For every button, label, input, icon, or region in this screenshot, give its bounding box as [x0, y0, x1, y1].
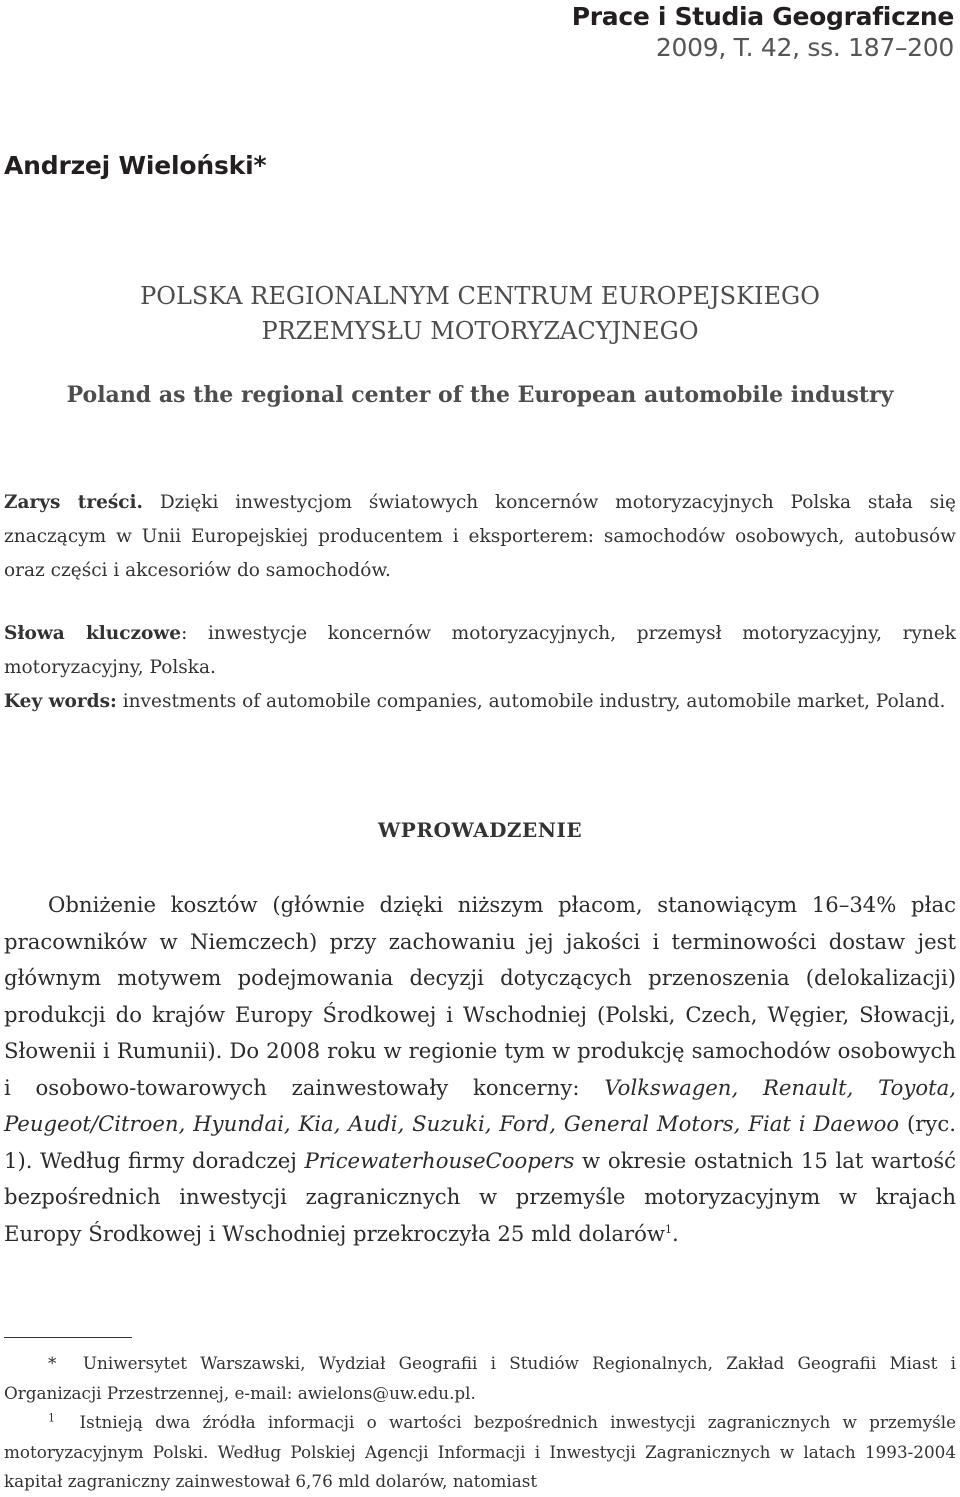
body-text-part1: Obniżenie kosztów (głównie dzięki niższym płacom, stanowiącym 16–34% płac pracowników w Niemczech) przy zachowaniu jej jakości i terminowości dostaw jest głównym motywem podejmowania decyzji dotyczących przenoszenia (delokalizacji) produkcji do krajów Europy Środkowej i Wschodniej (Polski, Czech, Węgier, Słowacji, Słowenii i Rumunii). Do 2008 roku w regionie tym w produkcję samochodów osobowych i osobowo-towarowych zainwestowały koncerny:: [4, 892, 956, 1100]
footnote-1-mark: 1: [48, 1411, 55, 1425]
abstract-label: Zarys treści.: [4, 492, 143, 513]
journal-header: [572, 2, 954, 64]
footnote-ref-1[interactable]: 1: [665, 1222, 673, 1236]
keywords-english: [4, 685, 956, 719]
footnote-divider: [4, 1337, 132, 1338]
keywords-english-label: Key words:: [4, 691, 117, 712]
keywords: [4, 617, 956, 719]
body-paragraph: [4, 887, 956, 1252]
body-firm: PricewaterhouseCoopers: [304, 1147, 575, 1173]
section-heading: WPROWADZENIE: [377, 818, 583, 842]
footnote-affiliation: [4, 1349, 956, 1408]
keywords-polish-text: : inwestycje koncernów motoryzacyjnych, przemysł motoryzacyjny, rynek motoryzacyjny, Polska.: [4, 623, 956, 678]
footnote-1-text: Istnieją dwa źródła informacji o wartości bezpośrednich inwestycji zagranicznych w przemyśle motoryzacyjnym Polski. Według Polskiej Agencji Informacji i Inwestycji Zagranicznych w latach 1993-2004 kapitał zagraniczny zainwestował 6,76 mld dolarów, natomiast: [4, 1412, 956, 1491]
body-companies: Volkswagen, Renault, Toyota, Peugeot/Citroen, Hyundai, Kia, Audi, Suzuki, Ford, General Motors, Fiat i Daewoo: [4, 1074, 956, 1136]
body-text-end: .: [672, 1220, 679, 1246]
title-polish: [0, 279, 960, 349]
author-name: Andrzej Wieloński*: [4, 151, 267, 180]
title-english: Poland as the regional center of the European automobile industry: [66, 382, 894, 408]
journal-info: 2009, T. 42, ss. 187–200: [655, 33, 954, 62]
keywords-english-text: investments of automobile companies, automobile industry, automobile market, Poland.: [122, 691, 946, 712]
title-polish-line2: PRZEMYSŁU MOTORYZACYJNEGO: [261, 317, 699, 345]
abstract-text: Dzięki inwestycjom światowych koncernów motoryzacyjnych Polska stała się znaczącym w Unii Europejskiej producentem i eksporterem: samochodów osobowych, autobusów oraz części i akcesoriów do samochodów.: [4, 492, 956, 581]
title-polish-line1: POLSKA REGIONALNYM CENTRUM EUROPEJSKIEGO: [140, 282, 820, 310]
body-text: [4, 887, 956, 1252]
journal-name: Prace i Studia Geograficzne: [571, 2, 954, 31]
keywords-polish-label: Słowa kluczowe: [4, 623, 182, 644]
footnote-1: [4, 1408, 956, 1497]
body-text-part2: (ryc. 1). Według firmy doradczej: [4, 1111, 956, 1173]
footnotes: [4, 1349, 956, 1497]
footnote-affiliation-mark: *: [48, 1353, 57, 1373]
body-text-part3: w okresie ostatnich 15 lat wartość bezpośrednich inwestycji zagranicznych w przemyśle motoryzacyjnym w krajach Europy Środkowej i Wschodniej przekroczyła 25 mld dolarów: [4, 1147, 956, 1246]
footnote-affiliation-text: Uniwersytet Warszawski, Wydział Geografii i Studiów Regionalnych, Zakład Geografii Miast i Organizacji Przestrzennej, e-mail: awielons@uw.edu.pl.: [4, 1353, 956, 1403]
keywords-polish: [4, 617, 956, 685]
abstract: [4, 486, 956, 588]
